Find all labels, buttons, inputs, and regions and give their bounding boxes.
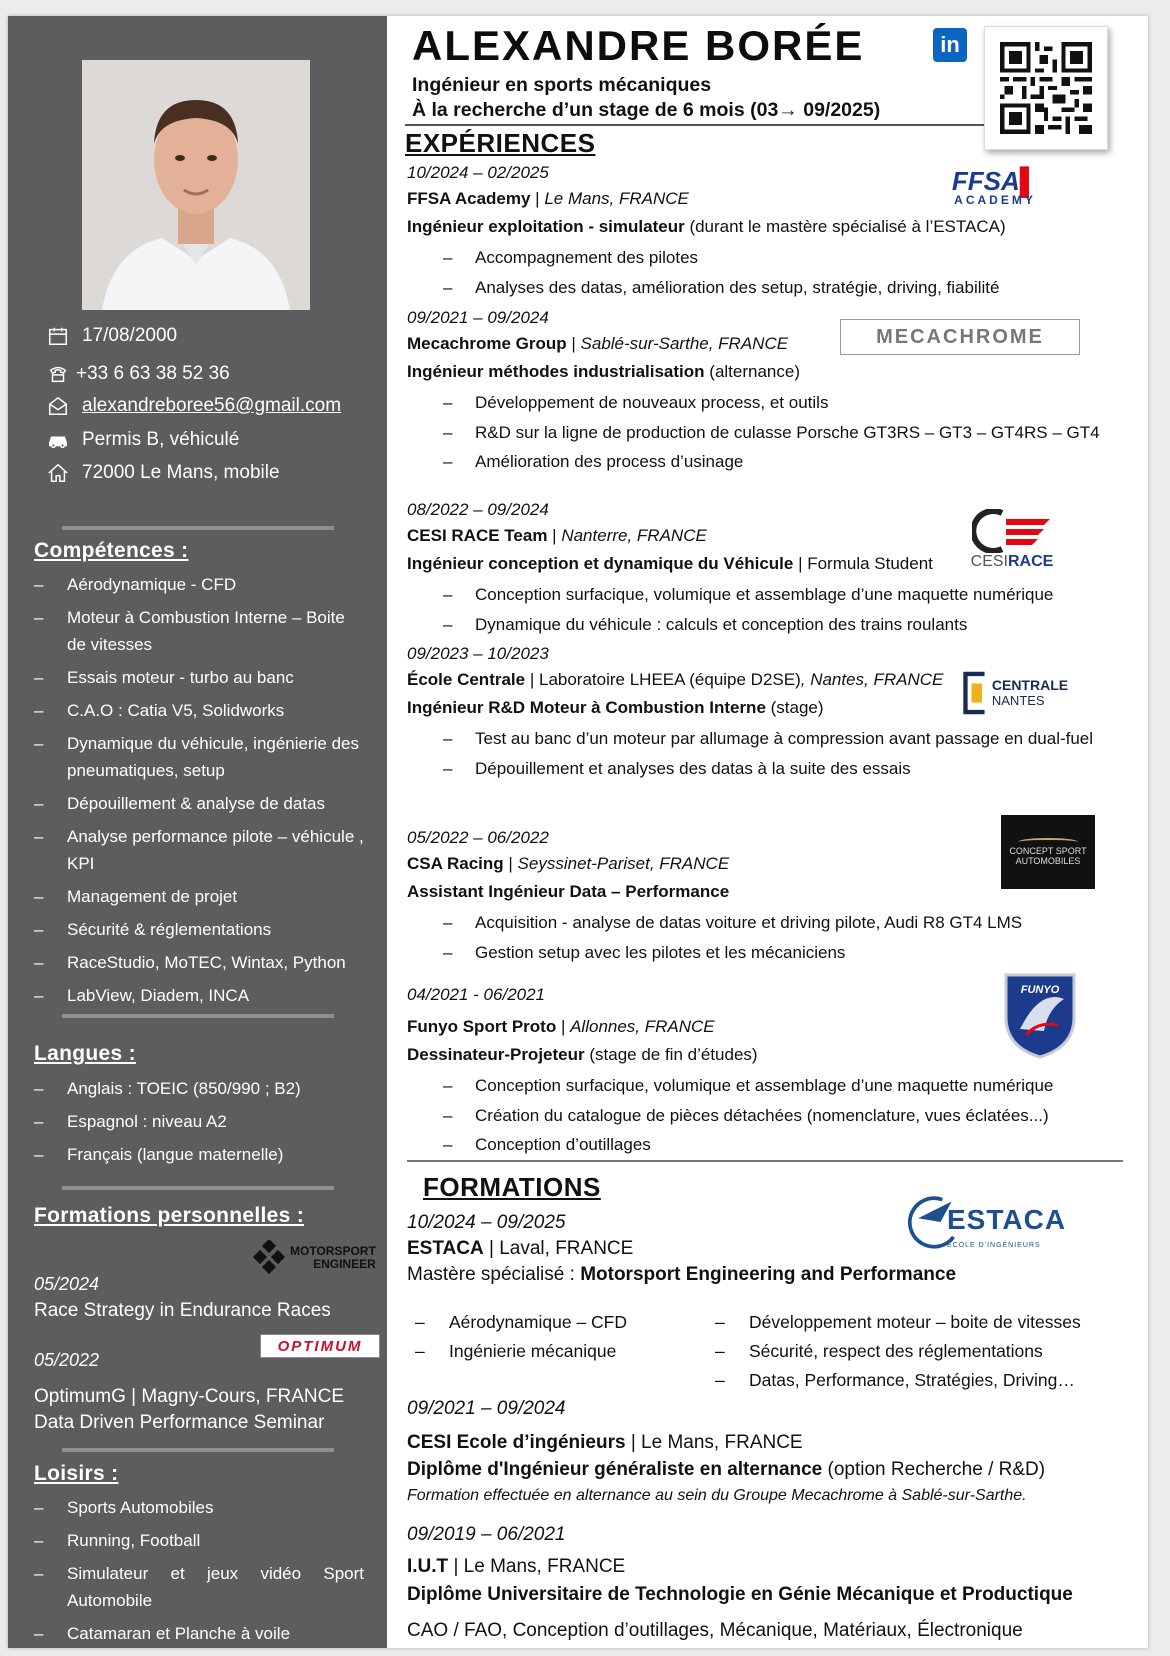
- csa-logo-line1: CONCEPT SPORT: [1009, 846, 1087, 856]
- skill-item: – RaceStudio, MoTEC, Wintax, Python: [34, 949, 364, 976]
- ffsa-logo-text: FFSA: [951, 166, 1020, 196]
- job-bullet: – Conception d’outillages: [407, 1130, 1127, 1160]
- job-role-note: | Formula Student: [798, 554, 933, 573]
- profile-photo: [82, 60, 310, 310]
- job-company-line: CESI RACE Team | Nanterre, FRANCE: [407, 526, 707, 545]
- edu-note: Formation effectuée en alternance au sein du Groupe Mecachrome à Sablé-sur-Sarthe.: [407, 1487, 1027, 1504]
- job-bullet: – Amélioration des process d’usinage: [407, 447, 1127, 477]
- sidebar-divider: [62, 1448, 334, 1452]
- car-icon: [44, 427, 72, 453]
- edu-dates: 10/2024 – 09/2025: [407, 1212, 566, 1233]
- job-bullet: – Accompagnement des pilotes: [407, 243, 1127, 273]
- job-bullet: – Dépouillement et analyses des datas à la suite des essais: [407, 754, 1127, 784]
- skill-item: – Dynamique du véhicule, ingénierie des pneumatiques, setup: [34, 730, 364, 784]
- job-role: Ingénieur conception et dynamique du Véhicule: [407, 554, 794, 573]
- job-place: Seyssinet-Pariset, FRANCE: [517, 854, 730, 873]
- funyo-shield-icon: [1000, 969, 1080, 1059]
- job-place: Sablé-sur-Sarthe, FRANCE: [580, 334, 789, 353]
- hobby-item: – Catamaran et Planche à voile: [34, 1620, 364, 1647]
- job-dates: 10/2024 – 02/2025: [407, 163, 549, 182]
- csa-racing-logo: [1001, 815, 1095, 889]
- edu-cesi: [407, 1398, 1127, 1505]
- estaca-logo-sub: ÉCOLE D'INGÉNIEURS: [947, 1242, 1041, 1249]
- job-search: À la recherche d’un stage de 6 mois (03→ 09/2025): [412, 99, 881, 121]
- languages-title: Langues :: [34, 1042, 136, 1065]
- edu-iut: [407, 1524, 1127, 1642]
- job-bullets: [407, 243, 1127, 302]
- location-row: [44, 459, 280, 487]
- job-company: Funyo Sport Proto: [407, 1017, 557, 1036]
- edu-school: CESI Ecole d’ingénieurs: [407, 1432, 626, 1453]
- cesi-race-emblem-icon: [972, 509, 1052, 553]
- centrale-logo-line1: CENTRALE: [991, 677, 1069, 693]
- subjects-col-1: [407, 1308, 627, 1366]
- diamonds-icon: [252, 1240, 288, 1276]
- job-title: Ingénieur en sports mécaniques: [412, 74, 712, 96]
- job-company: CESI RACE Team: [407, 526, 548, 545]
- sidebar-divider: [62, 1014, 334, 1018]
- language-item: – Français (langue maternelle): [34, 1141, 364, 1168]
- section-rule: [407, 1160, 1123, 1162]
- edu-school-line: [407, 1236, 1127, 1262]
- skills-title: Compétences :: [34, 539, 189, 562]
- estaca-logo-text: ESTACA: [947, 1204, 1067, 1235]
- language-item: – Anglais : TOEIC (850/990 ; B2): [34, 1075, 364, 1102]
- birthdate-row: [44, 322, 177, 350]
- skill-item: – Analyse performance pilote – véhicule , KPI: [34, 823, 364, 877]
- edu-degree: Diplôme Universitaire de Technologie en Génie Mécanique et Productique: [407, 1584, 1073, 1605]
- job-bullets: [407, 388, 1127, 477]
- phone: +33 6 63 38 52 36: [76, 363, 230, 384]
- title-rule: [405, 124, 985, 126]
- job-dates: 04/2021 - 06/2021: [407, 985, 546, 1004]
- job-bullet: – Conception surfacique, volumique et assemblage d’une maquette numérique: [407, 580, 1127, 610]
- email-link[interactable]: alexandreboree56@gmail.com: [82, 395, 342, 416]
- location: 72000 Le Mans, mobile: [82, 462, 280, 483]
- cesi-race-logo: [962, 500, 1062, 580]
- hobbies-list: [34, 1494, 364, 1648]
- hobbies-title: Loisirs :: [34, 1462, 119, 1485]
- ms-logo-line2: ENGINEER: [313, 1257, 376, 1271]
- job-company: FFSA Academy: [407, 189, 531, 208]
- job-lab: Laboratoire LHEEA (équipe D2SE): [538, 670, 801, 689]
- training-2-title: Data Driven Performance Seminar: [34, 1412, 325, 1433]
- job-bullet: – Analyses des datas, amélioration des setup, stratégie, driving, fiabilité: [407, 273, 1127, 303]
- mecachrome-logo-text: MECACHROME: [876, 325, 1044, 348]
- job-bullets: [407, 908, 1127, 967]
- hobby-item: – Sports Automobiles: [34, 1494, 364, 1521]
- home-icon: [44, 460, 72, 486]
- edu-school: ESTACA: [407, 1238, 484, 1259]
- job-dates: 09/2023 – 10/2023: [407, 644, 549, 663]
- skills-list: [34, 571, 364, 1015]
- optimumg-logo: OPTIMUM: [260, 1334, 380, 1358]
- subject-item: – Aérodynamique – CFD: [407, 1308, 627, 1337]
- job-role: Ingénieur exploitation - simulateur: [407, 217, 685, 236]
- job-place: Nanterre, FRANCE: [561, 526, 707, 545]
- centrale-bracket-icon: [962, 670, 988, 716]
- edu-place: | Le Mans, FRANCE: [453, 1556, 626, 1577]
- skill-item: – Essais moteur - turbo au banc: [34, 664, 364, 691]
- job-role-note: (stage de fin d’études): [589, 1045, 758, 1064]
- job-bullet: – Création du catalogue de pièces détachées (nomenclature, vues éclatées...): [407, 1101, 1127, 1131]
- skill-item: – Aérodynamique - CFD: [34, 571, 364, 598]
- job-bullet: – Acquisition - analyse de datas voiture et driving pilote, Audi R8 GT4 LMS: [407, 908, 1127, 938]
- subject-item: – Sécurité, respect des réglementations: [707, 1337, 1081, 1366]
- full-name: ALEXANDRE BORÉE: [412, 22, 865, 69]
- hobby-item: – Running, Football: [34, 1527, 364, 1554]
- qr-code[interactable]: [984, 26, 1108, 150]
- job-place: Le Mans, FRANCE: [544, 189, 689, 208]
- subjects-col-2: [707, 1308, 1081, 1395]
- csa-logo-line2: AUTOMOBILES: [1015, 856, 1081, 866]
- job-bullets: [407, 724, 1127, 783]
- hobby-item: – Simulateur et jeux vidéo Sport Automobile: [34, 1560, 364, 1614]
- edu-place: | Le Mans, FRANCE: [630, 1432, 803, 1453]
- centrale-logo-line2: NANTES: [991, 693, 1045, 708]
- car-silhouette-icon: [1018, 838, 1078, 846]
- motorsport-engineer-logo: [252, 1238, 384, 1278]
- training-title: Formations personnelles :: [34, 1204, 305, 1227]
- job-role-note: (alternance): [709, 362, 800, 381]
- email-icon: [44, 393, 72, 419]
- cesi-logo-text: CESI: [970, 553, 1008, 570]
- edu-school-line: [407, 1432, 1127, 1459]
- job-place: Allonnes, FRANCE: [570, 1017, 715, 1036]
- ffsa-logo-sub: ACADEMY: [954, 193, 1036, 207]
- job-role-line: [407, 358, 1127, 386]
- edu-degree-line: [407, 1459, 1127, 1487]
- birthdate: 17/08/2000: [82, 325, 178, 346]
- experience-title: EXPÉRIENCES: [405, 128, 596, 158]
- license-row: [44, 426, 239, 454]
- ms-logo-line1: MOTORSPORT: [290, 1244, 376, 1258]
- subject-item: – Développement moteur – boite de vitesses: [707, 1308, 1081, 1337]
- languages-list: [34, 1075, 364, 1174]
- training-2-date: 05/2022: [34, 1350, 100, 1370]
- job-role: Ingénieur R&D Moteur à Combustion Interne: [407, 698, 766, 717]
- job-company: Mecachrome Group: [407, 334, 567, 353]
- skill-item: – Dépouillement & analyse de datas: [34, 790, 364, 817]
- funyo-logo: [998, 968, 1082, 1060]
- edu-place: | Laval, FRANCE: [489, 1238, 634, 1259]
- job-company-line: FFSA Academy | Le Mans, FRANCE: [407, 189, 689, 208]
- cv-page: [8, 16, 1148, 1648]
- job-company-line: CSA Racing | Seyssinet-Pariset, FRANCE: [407, 854, 730, 873]
- edu-school: I.U.T: [407, 1556, 449, 1577]
- funyo-logo-text: FUNYO: [1020, 984, 1060, 996]
- skill-item: – Moteur à Combustion Interne – Boite de vitesses: [34, 604, 364, 658]
- job-role: Ingénieur méthodes industrialisation: [407, 362, 705, 381]
- edu-degree-prefix: Mastère spécialisé :: [407, 1264, 581, 1285]
- job-bullet: – Gestion setup avec les pilotes et les mécaniciens: [407, 938, 1127, 968]
- qr-code-icon: [1000, 42, 1092, 134]
- job-bullet: – Développement de nouveaux process, et outils: [407, 388, 1127, 418]
- phone-row: [44, 360, 230, 388]
- job-company-line: Funyo Sport Proto | Allonnes, FRANCE: [407, 1017, 715, 1036]
- job-bullet: – Conception surfacique, volumique et assemblage d’une maquette numérique: [407, 1071, 1127, 1101]
- job-company-line: École Centrale | Laboratoire LHEEA (équipe D2SE), Nantes, FRANCE: [407, 670, 944, 689]
- edu-dates: 09/2019 – 06/2021: [407, 1524, 566, 1545]
- job-role-note: (durant le mastère spécialisé à l’ESTACA): [689, 217, 1006, 236]
- job-dates: 05/2022 – 06/2022: [407, 828, 549, 847]
- subject-item: – Datas, Performance, Stratégies, Driving…: [707, 1366, 1081, 1395]
- linkedin-icon[interactable]: in: [933, 28, 967, 62]
- job-company: CSA Racing: [407, 854, 504, 873]
- job-bullet: – Dynamique du véhicule : calculs et conception des trains roulants: [407, 610, 1127, 640]
- edu-subjects: CAO / FAO, Conception d’outillages, Mécanique, Matériaux, Électronique: [407, 1620, 1023, 1641]
- ffsa-logo: FFSA▌ ACADEMY: [951, 166, 1039, 207]
- edu-dates: 09/2021 – 09/2024: [407, 1398, 566, 1419]
- job-company: École Centrale: [407, 670, 526, 689]
- centrale-nantes-logo: [960, 668, 1070, 718]
- skill-item: – Sécurité & réglementations: [34, 916, 364, 943]
- license: Permis B, véhiculé: [82, 429, 240, 450]
- job-bullet: – R&D sur la ligne de production de culasse Porsche GT3RS – GT3 – GT4RS – GT4: [407, 418, 1127, 448]
- job-place: , Nantes, FRANCE: [800, 670, 944, 689]
- training-1-date: 05/2024: [34, 1274, 100, 1294]
- main-content: [387, 16, 1148, 1648]
- edu-degree-line: [407, 1262, 1127, 1288]
- job-bullet: – Test au banc d’un moteur par allumage à compression avant passage en dual-fuel: [407, 724, 1127, 754]
- job-dates: 08/2022 – 09/2024: [407, 500, 549, 519]
- subject-item: – Ingénierie mécanique: [407, 1337, 627, 1366]
- education-title: FORMATIONS: [423, 1172, 601, 1202]
- email-row[interactable]: [44, 392, 341, 420]
- training-1-title: Race Strategy in Endurance Races: [34, 1300, 331, 1321]
- edu-degree: Motorsport Engineering and Performance: [580, 1264, 957, 1285]
- skill-item: – C.A.O : Catia V5, Solidworks: [34, 697, 364, 724]
- job-role: Assistant Ingénieur Data – Performance: [407, 882, 730, 901]
- language-item: – Espagnol : niveau A2: [34, 1108, 364, 1135]
- job-bullets: [407, 580, 1127, 639]
- race-logo-text: RACE: [1008, 553, 1054, 570]
- skill-item: – LabView, Diadem, INCA: [34, 982, 364, 1009]
- job-dates: 09/2021 – 09/2024: [407, 308, 549, 327]
- training-2-org: OptimumG | Magny-Cours, FRANCE: [34, 1386, 345, 1407]
- job-role-note: (stage): [770, 698, 824, 717]
- job-role: Dessinateur-Projeteur: [407, 1045, 585, 1064]
- edu-school-line: [407, 1556, 1127, 1584]
- job-company-line: Mecachrome Group | Sablé-sur-Sarthe, FRANCE: [407, 334, 789, 353]
- mecachrome-logo: [840, 319, 1080, 355]
- edu-degree: Diplôme d'Ingénieur généraliste en alternance: [407, 1459, 823, 1480]
- job-role-line: [407, 213, 1127, 241]
- skill-item: – Management de projet: [34, 883, 364, 910]
- phone-icon: [44, 361, 72, 387]
- sidebar-divider: [62, 526, 334, 530]
- sidebar-divider: [62, 1186, 334, 1190]
- sidebar: [8, 16, 387, 1648]
- job-bullets: [407, 1071, 1127, 1160]
- edu-estaca: [407, 1204, 1127, 1288]
- edu-degree-note: (option Recherche / R&D): [827, 1459, 1046, 1480]
- calendar-icon: [44, 323, 72, 349]
